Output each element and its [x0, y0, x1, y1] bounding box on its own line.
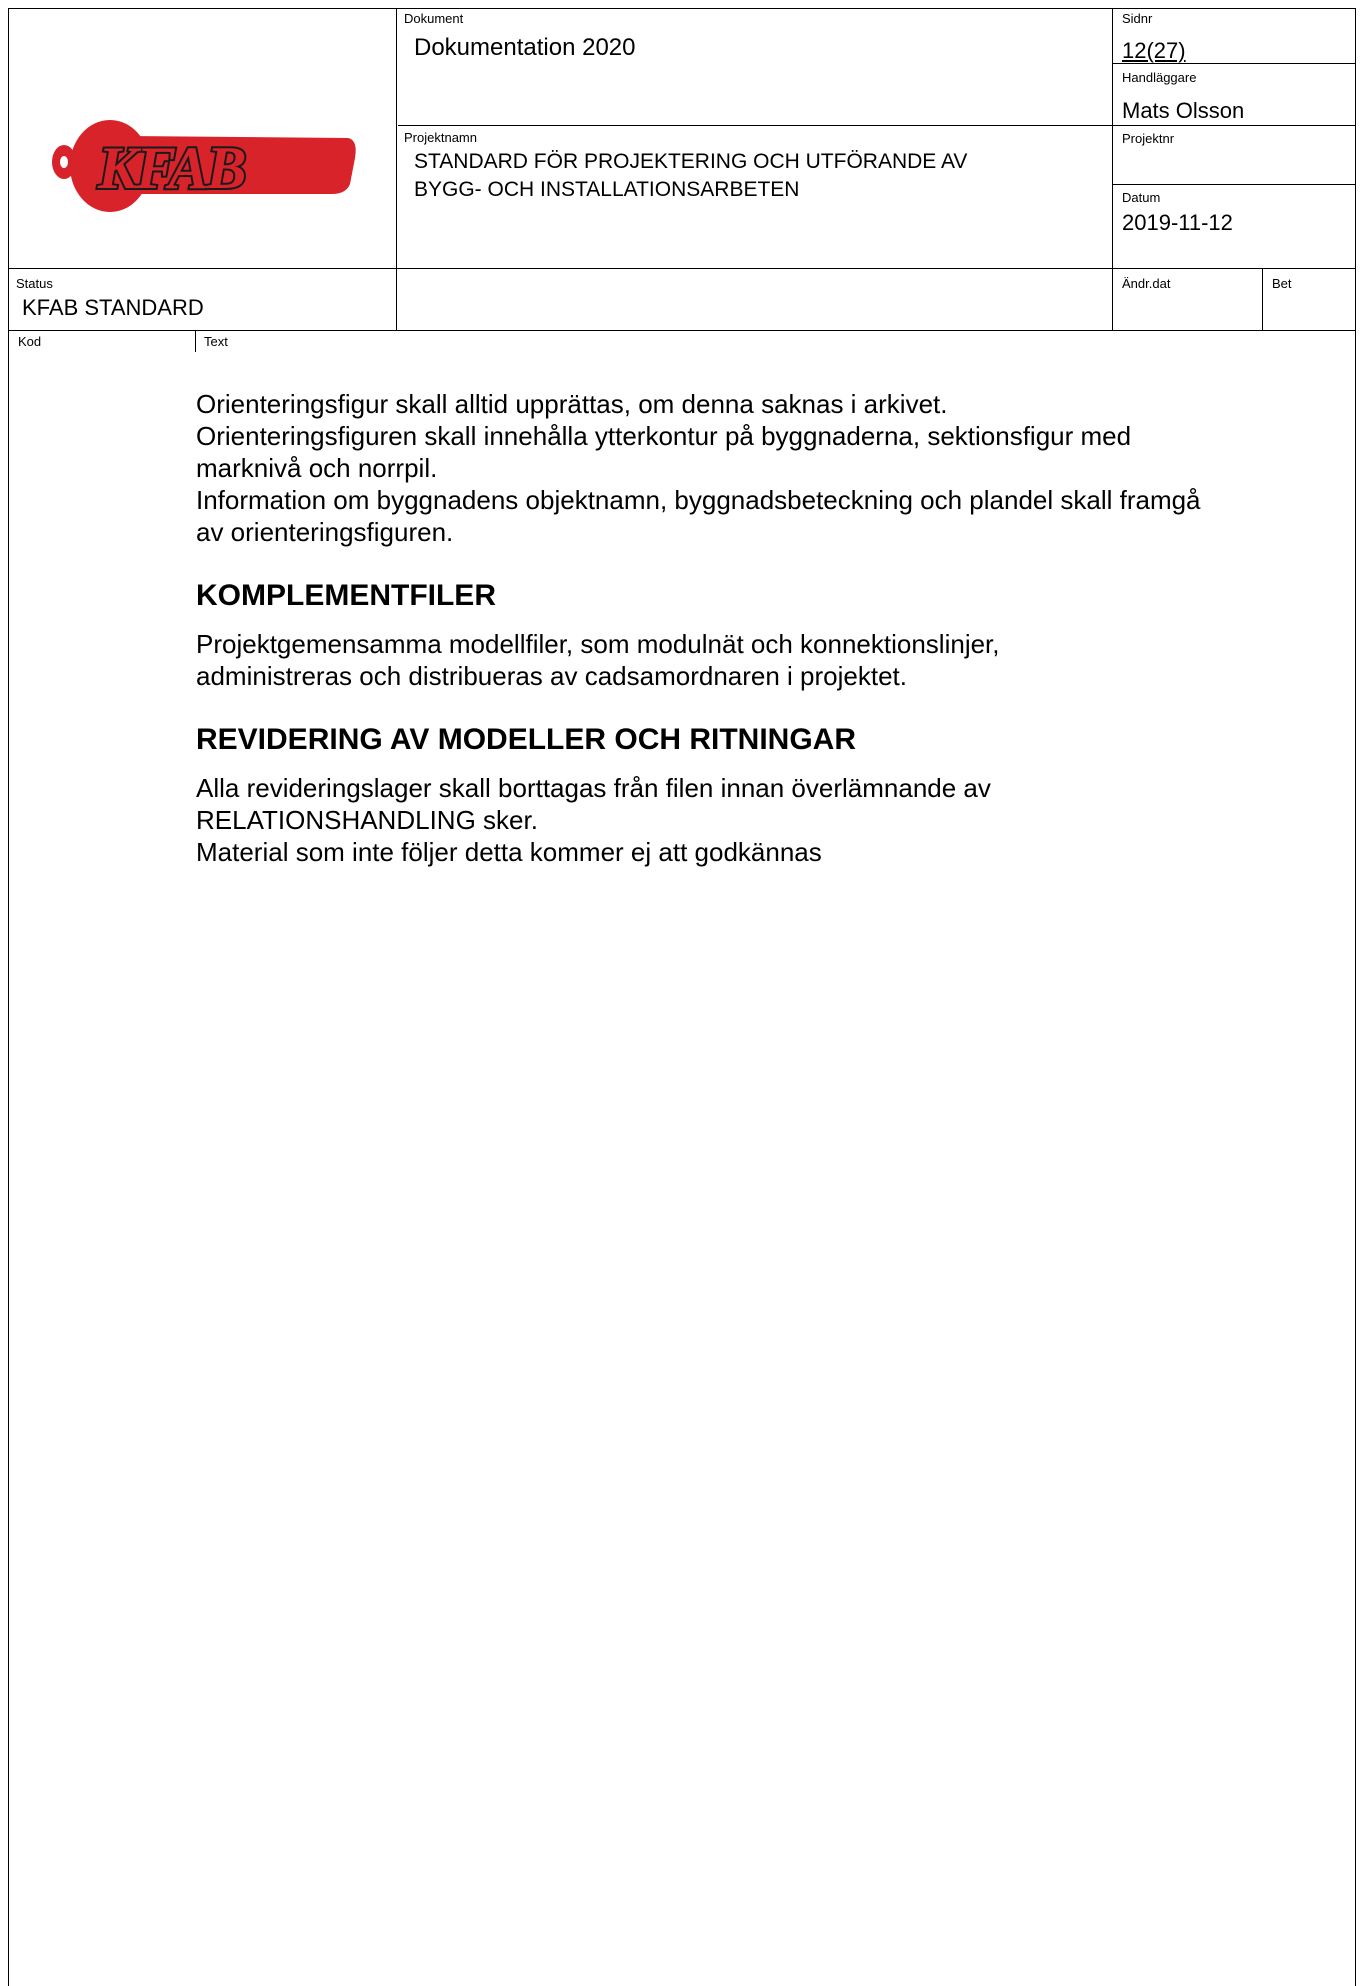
kfab-logo: [50, 118, 360, 219]
section-heading-komplementfiler: KOMPLEMENTFILER: [196, 579, 496, 612]
sidnr-value: 12(27): [1122, 38, 1186, 63]
paragraph-line: Information om byggnadens objektnamn, byggnadsbeteckning och plandel skall framgå: [196, 485, 1201, 515]
kfab-logo-graphic: [50, 118, 360, 214]
projektnamn-line-1: STANDARD FÖR PROJEKTERING OCH UTFÖRANDE AV: [414, 150, 968, 173]
datum-value: 2019-11-12: [1122, 210, 1233, 235]
divider: [398, 125, 1356, 126]
paragraph-line: administreras och distribueras av cadsamordnaren i projektet.: [196, 661, 908, 691]
projektnamn-label: Projektnamn: [404, 130, 477, 145]
handlaggare-value: Mats Olsson: [1122, 98, 1245, 123]
divider: [1262, 268, 1263, 331]
dokument-value: Dokumentation 2020: [414, 34, 636, 61]
divider: [195, 330, 196, 352]
projektnamn-line-2: BYGG- OCH INSTALLATIONSARBETEN: [414, 178, 800, 201]
divider: [1112, 184, 1356, 185]
paragraph-line: RELATIONSHANDLING sker.: [196, 805, 538, 835]
dokument-label: Dokument: [404, 11, 464, 26]
divider: [8, 330, 1356, 331]
paragraph-line: Alla revideringslager skall borttagas från filen innan överlämnande av: [196, 773, 991, 803]
sidnr-label: Sidnr: [1122, 11, 1153, 26]
paragraph-line: Material som inte följer detta kommer ej att godkännas: [196, 837, 822, 867]
paragraph-line: Projektgemensamma modellfiler, som modulnät och konnektionslinjer,: [196, 629, 1000, 659]
handlaggare-label: Handläggare: [1122, 70, 1197, 85]
page-frame: [8, 8, 1356, 1986]
kod-label: Kod: [18, 334, 42, 349]
datum-label: Datum: [1122, 190, 1161, 205]
svg-text:KFAB: KFAB: [98, 135, 245, 201]
paragraph-line: Orienteringsfiguren skall innehålla ytterkontur på byggnaderna, sektionsfigur med: [196, 421, 1132, 451]
document-body: [196, 388, 1336, 868]
projektnr-label: Projektnr: [1122, 131, 1175, 146]
status-value: KFAB STANDARD: [22, 295, 204, 320]
section-heading-revidering: REVIDERING AV MODELLER OCH RITNINGAR: [196, 723, 857, 756]
bet-label: Bet: [1272, 276, 1292, 291]
divider: [396, 8, 397, 331]
divider: [1112, 8, 1113, 331]
paragraph-line: marknivå och norrpil.: [196, 453, 438, 483]
status-label: Status: [16, 276, 53, 291]
andrdat-label: Ändr.dat: [1122, 276, 1171, 291]
text-label: Text: [204, 334, 228, 349]
paragraph-line: av orienteringsfiguren.: [196, 517, 454, 547]
paragraph-line: Orienteringsfigur skall alltid upprättas, om denna saknas i arkivet.: [196, 389, 948, 419]
divider: [8, 268, 1356, 269]
